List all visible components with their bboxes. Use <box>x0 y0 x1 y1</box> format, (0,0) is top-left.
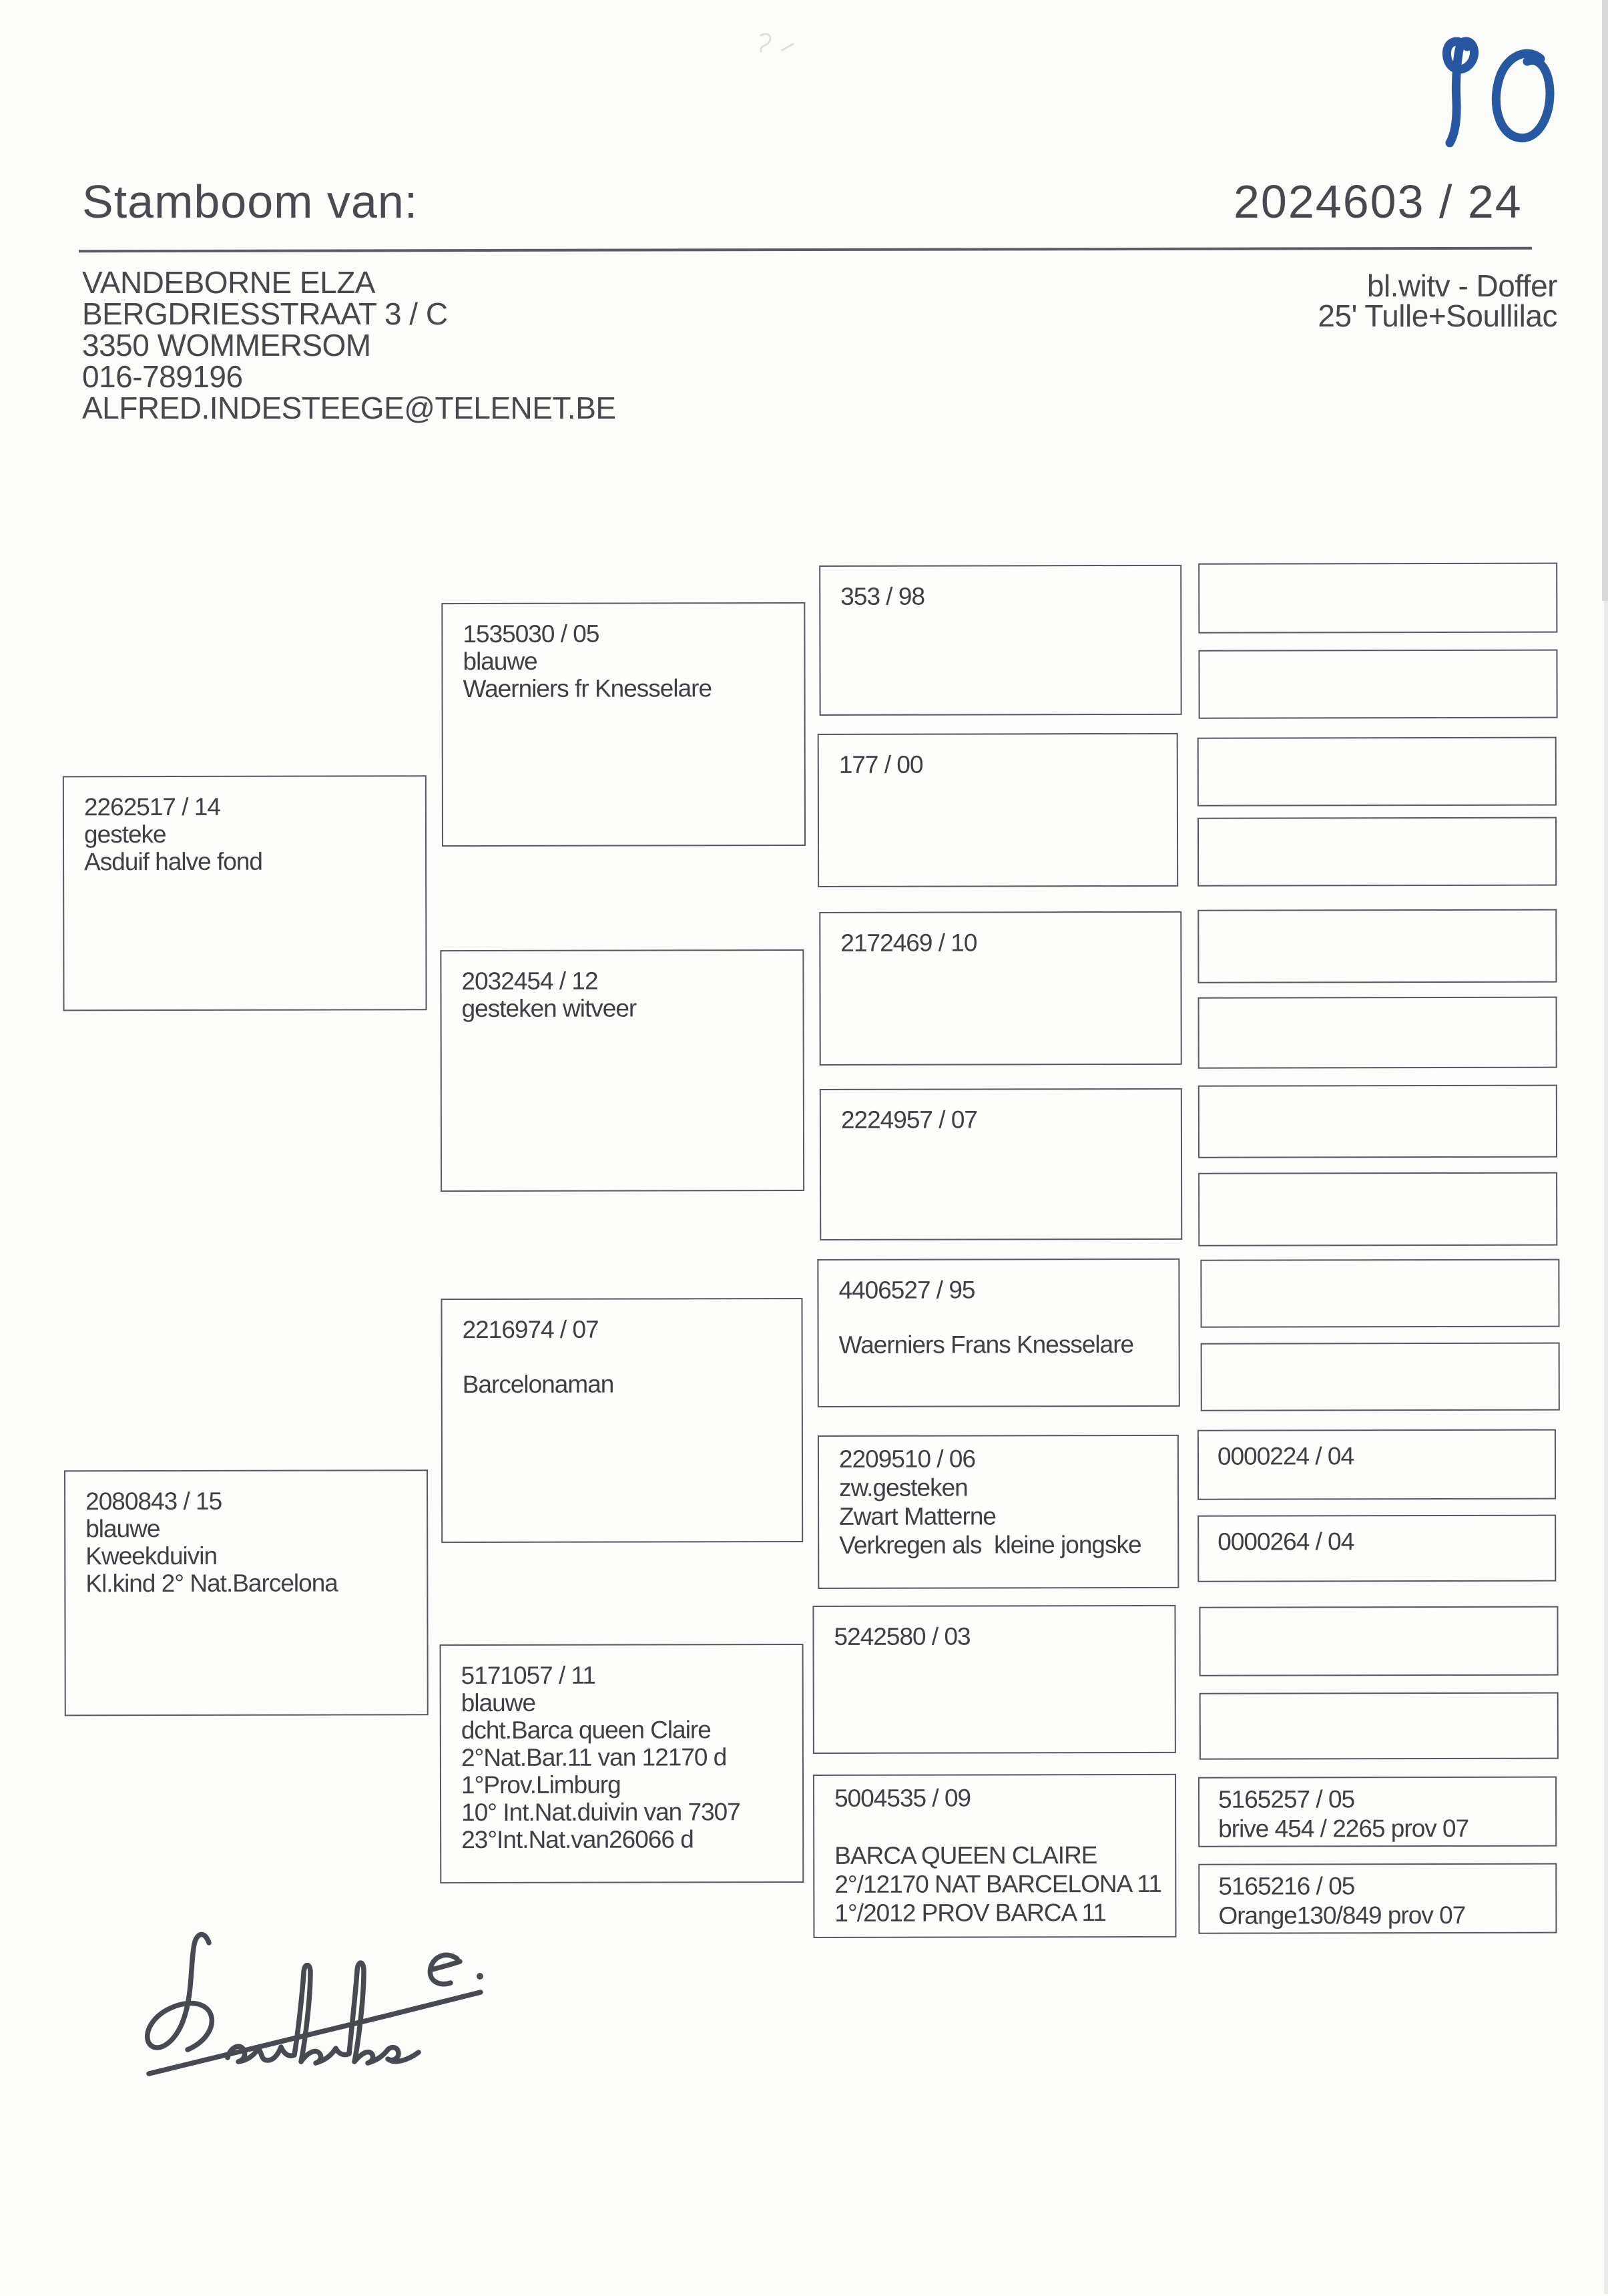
text-line: 2172469 / 10 <box>840 929 977 957</box>
box-gggparent-8 <box>1198 1172 1557 1246</box>
text-line: 5165216 / 05 <box>1218 1872 1355 1900</box>
text-line: BARCA QUEEN CLAIRE <box>834 1841 1097 1869</box>
text-line: Zwart Matterne <box>839 1502 996 1530</box>
box-ggparent-4 <box>820 1088 1182 1240</box>
box-ggparent-5 <box>817 1258 1179 1407</box>
box-ggparent-8 <box>813 1774 1177 1938</box>
text-line: 23°Int.Nat.van26066 d <box>461 1825 694 1854</box>
text-line: 1535030 / 05 <box>463 620 599 648</box>
text-line: Verkregen als kleine jongske <box>839 1530 1141 1559</box>
box-gggparent-4 <box>1197 817 1557 887</box>
box-ggparent-2 <box>818 733 1178 887</box>
box-ggparent-6 <box>818 1435 1179 1589</box>
text-line: 2°Nat.Bar.11 van 12170 d <box>461 1743 727 1772</box>
text-line: 3350 WOMMERSOM <box>82 328 371 363</box>
box-grandparent-4 <box>440 1644 804 1883</box>
box-gggparent-6 <box>1198 997 1557 1069</box>
text-line: 5004535 / 09 <box>834 1784 971 1812</box>
text-line: 5171057 / 11 <box>461 1661 595 1690</box>
text-line <box>834 1812 1155 1841</box>
text-line: 2032454 / 12 <box>461 967 598 995</box>
text-line: 10° Int.Nat.duivin van 7307 <box>461 1798 740 1827</box>
box-gggparent-12 <box>1197 1515 1556 1582</box>
box-gggparent-2 <box>1198 650 1557 719</box>
ring-number: 2024603 / 24 <box>1234 176 1523 228</box>
box-gggparent-7 <box>1198 1085 1557 1158</box>
text-line: 2262517 / 14 <box>83 792 221 821</box>
text-line: 0000264 / 04 <box>1218 1528 1354 1556</box>
text-line: blauwe <box>85 1515 160 1543</box>
box-gggparent-9 <box>1200 1259 1559 1328</box>
signature <box>144 1929 497 2096</box>
box-ggparent-7 <box>812 1605 1175 1754</box>
text-line: 2080843 / 15 <box>85 1487 222 1516</box>
text-line: 5165257 / 05 <box>1218 1785 1355 1813</box>
text-line: Kweekduivin <box>85 1542 218 1570</box>
text-line: 2224957 / 07 <box>840 1106 978 1134</box>
box-grandparent-2 <box>440 949 804 1192</box>
text-line: 0000224 / 04 <box>1217 1442 1354 1470</box>
text-line: 177 / 00 <box>838 750 923 778</box>
box-ggparent-3 <box>819 911 1181 1066</box>
text-line: Waerniers Frans Knesselare <box>838 1330 1134 1359</box>
page-title: Stamboom van: <box>82 176 419 228</box>
text-line: 1°Prov.Limburg <box>461 1771 621 1799</box>
text-line: zw.gesteken <box>839 1473 968 1502</box>
box-gggparent-10 <box>1201 1343 1560 1411</box>
text-line: 25' Tulle+Soullilac <box>1318 298 1557 333</box>
text-line <box>463 1343 782 1371</box>
text-line: gesteken witveer <box>461 994 637 1023</box>
text-line: 5242580 / 03 <box>834 1622 971 1650</box>
text-line: BERGDRIESSTRAAT 3 / C <box>82 296 448 331</box>
box-grandparent-3 <box>441 1298 803 1543</box>
box-gggparent-13 <box>1199 1606 1558 1676</box>
text-line: VANDEBORNE ELZA <box>82 265 375 300</box>
text-line <box>838 1303 1158 1331</box>
box-grandparent-1 <box>441 602 806 847</box>
box-dam <box>64 1469 429 1716</box>
text-line: 1°/2012 PROV BARCA 11 <box>834 1899 1106 1927</box>
box-gggparent-11 <box>1197 1429 1556 1500</box>
text-line: Orange130/849 prov 07 <box>1218 1901 1466 1929</box>
box-gggparent-5 <box>1197 909 1557 983</box>
text-line: Waerniers fr Knesselare <box>463 674 712 703</box>
text-line: ALFRED.INDESTEEGE@TELENET.BE <box>82 391 616 425</box>
box-gggparent-3 <box>1197 737 1557 807</box>
text-line: blauwe <box>463 647 537 676</box>
text-line: gesteke <box>83 821 166 849</box>
text-line: 353 / 98 <box>840 582 925 610</box>
text-line: bl.witv - Doffer <box>1366 268 1557 303</box>
text-line: Asduif halve fond <box>84 847 263 876</box>
text-line: dcht.Barca queen Claire <box>461 1716 711 1745</box>
text-line: brive 454 / 2265 prov 07 <box>1218 1814 1469 1843</box>
text-line: Barcelonaman <box>462 1370 614 1399</box>
box-gggparent-14 <box>1199 1692 1559 1760</box>
box-gggparent-15 <box>1198 1777 1557 1847</box>
box-gggparent-16 <box>1198 1863 1557 1934</box>
text-line: blauwe <box>461 1688 536 1717</box>
text-line: 2216974 / 07 <box>462 1315 599 1344</box>
text-line: 2209510 / 06 <box>838 1445 976 1473</box>
text-line: 2°/12170 NAT BARCELONA 11 <box>834 1869 1161 1898</box>
box-sire <box>63 775 427 1011</box>
text-line: Kl.kind 2° Nat.Barcelona <box>85 1569 338 1598</box>
box-ggparent-1 <box>819 565 1181 716</box>
text-line: 4406527 / 95 <box>838 1276 975 1304</box>
text-line: 016-789196 <box>82 359 243 394</box>
box-gggparent-1 <box>1198 563 1557 634</box>
